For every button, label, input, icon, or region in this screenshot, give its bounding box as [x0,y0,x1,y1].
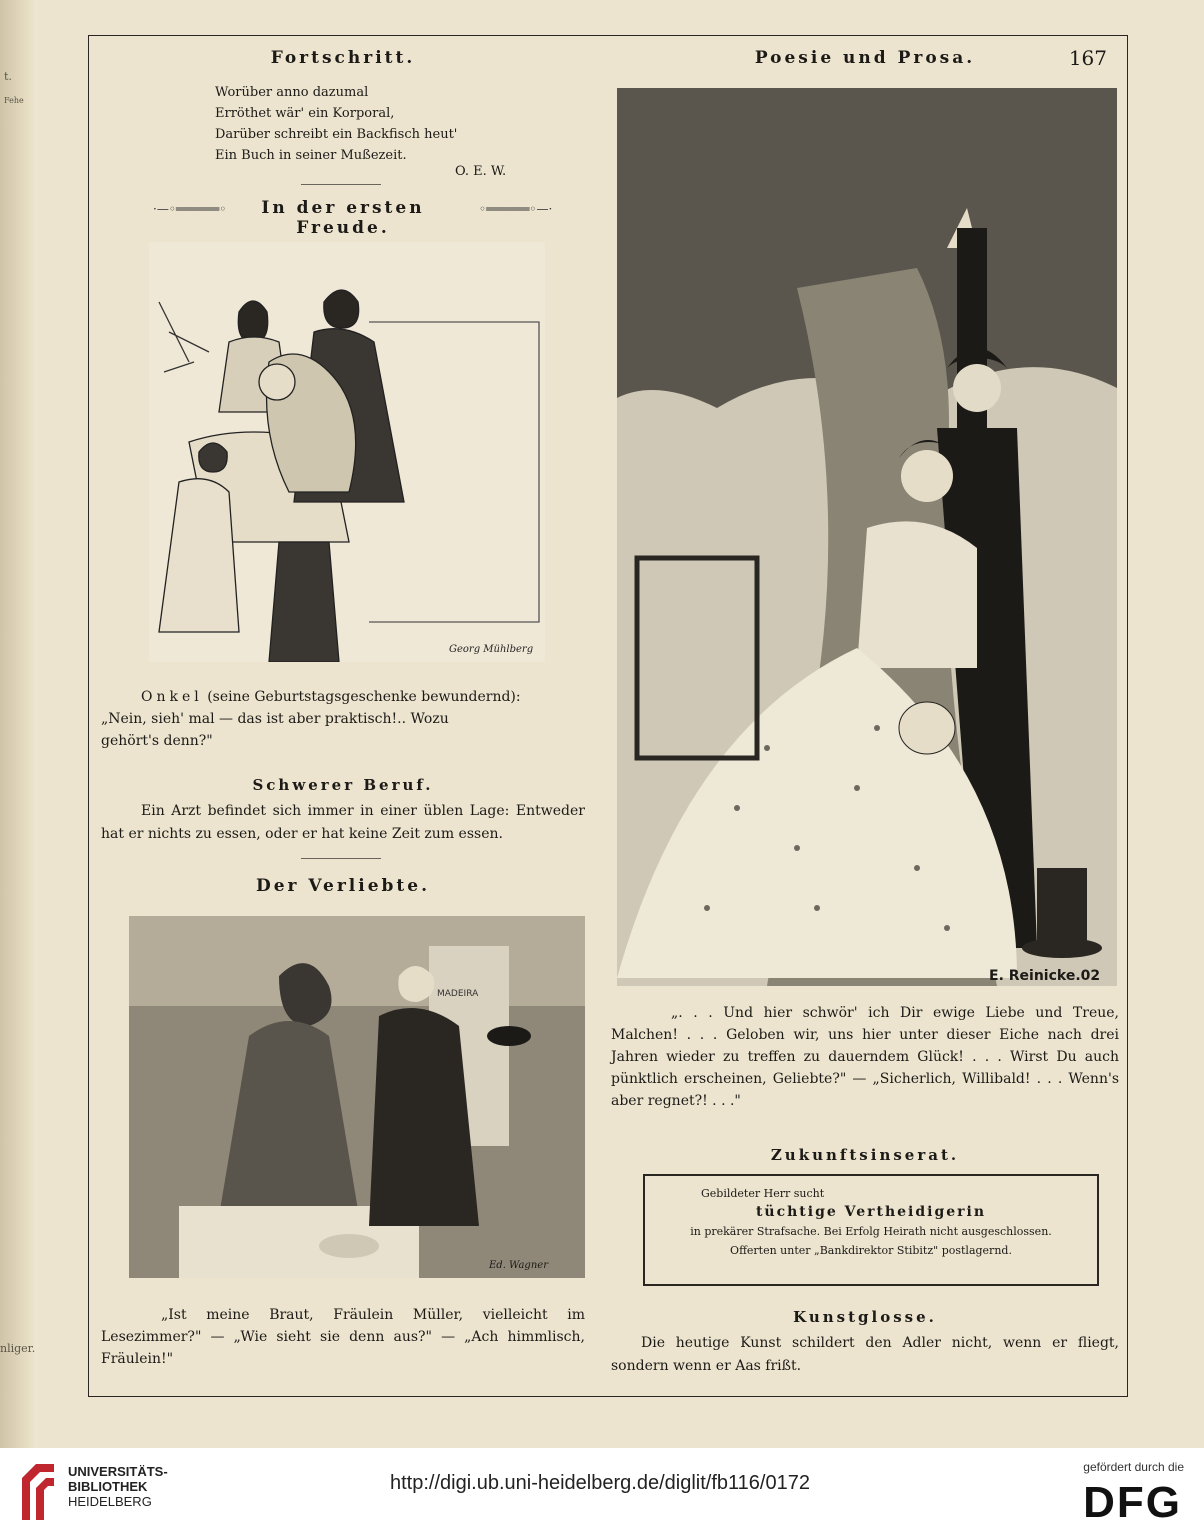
ornament-left: ·—◦══════◦ [153,202,227,216]
ad-line: Offerten unter „Bankdirektor Stibitz" postlagernd. [730,1244,1012,1257]
page-number: 167 [1068,46,1107,70]
poem-line: Darüber schreibt ein Backfisch heut' [215,127,458,142]
source-url-link[interactable]: http://digi.ub.uni-heidelberg.de/diglit/fb116/0172 [390,1472,810,1494]
section-text: Die heutige Kunst schildert den Adler nicht, wenn er fliegt, sondern wenn er Aas frißt. [611,1335,1119,1374]
poem [215,82,457,166]
shop-sign: MADEIRA [437,989,479,999]
funder-text: gefördert durch die [1083,1460,1184,1474]
poem-signature: O. E. W. [455,164,507,179]
library-name [68,1464,168,1509]
ad-headline: tüchtige Vertheidigerin [755,1204,987,1220]
dfg-logo: DFG [1083,1478,1182,1527]
illustration-shop [129,916,585,1278]
illustration-birthday [149,242,545,662]
caption-line: gehört's denn?" [101,733,213,749]
margin-fragment: nliger. [0,1342,36,1355]
caption-line: (seine Geburtstagsgeschenke bewundernd): [207,689,521,705]
shop-caption: „Ist meine Braut, Fräulein Müller, vielleicht im Lesezimmer?" — „Wie sieht sie denn aus?" — „Ach himmlisch, Fräulein!" [101,1307,585,1367]
poem-line: Worüber anno dazumal [215,85,369,100]
ad-line: Gebildeter Herr sucht [701,1187,825,1200]
caption-speaker: Onkel [141,689,203,705]
caption-line: „Nein, sieh' mal — das ist aber praktisch!.. Wozu [101,711,449,727]
advertisement-box [643,1174,1099,1286]
magazine-page [88,35,1128,1397]
poem-line: Erröthet wär' ein Korporal, [215,106,395,121]
section-text: Ein Arzt befindet sich immer in einer üblen Lage: Entweder hat er nichts zu essen, oder er hat keine Zeit zum essen. [101,803,585,842]
section-title: Der Verliebte. [255,876,431,896]
margin-fragment: t. [4,70,12,83]
footer-bar [0,1448,1204,1535]
divider [301,184,381,185]
birthday-caption [101,686,585,752]
margin-fragment: Fehe [4,96,24,105]
illustration-signature: Georg Mühlberg [449,644,534,655]
illustration-oak-tree [617,88,1117,986]
poem-line: Ein Buch in seiner Mußezeit. [215,148,407,163]
section-title: Kunstglosse. [793,1308,937,1326]
ornament-right: ◦══════◦—· [479,202,553,216]
library-logo-icon [18,1460,58,1522]
library-line: HEIDELBERG [68,1494,152,1509]
section-title: Schwerer Beruf. [252,776,434,794]
library-line: BIBLIOTHEK [68,1479,148,1494]
divider [301,858,381,859]
left-header-title: Fortschritt. [270,48,416,68]
illustration-signature: Ed. Wagner [489,1260,548,1271]
illustration-signature: E. Reinicke.02 [989,968,1101,984]
section-title: Zukunftsinserat. [770,1146,960,1164]
book-spine [0,0,38,1448]
library-line: UNIVERSITÄTS- [68,1464,168,1479]
oak-caption: „. . . Und hier schwör' ich Dir ewige Liebe und Treue, Malchen! . . . Geloben wir, uns hier unter dieser Eiche nach drei Jahren wieder zu treffen zu dauerndem Glück! . . . Wirst Du auch pünktlich erscheinen, Geliebte?" — „Sicherlich, Willibald! . . . Wenn's aber regnet?! . . ." [611,1005,1119,1109]
section-title: In der ersten Freude. [261,198,425,238]
right-header-title: Poesie und Prosa. [754,48,976,68]
ad-line: in prekärer Strafsache. Bei Erfolg Heirath nicht ausgeschlossen. [690,1225,1052,1238]
